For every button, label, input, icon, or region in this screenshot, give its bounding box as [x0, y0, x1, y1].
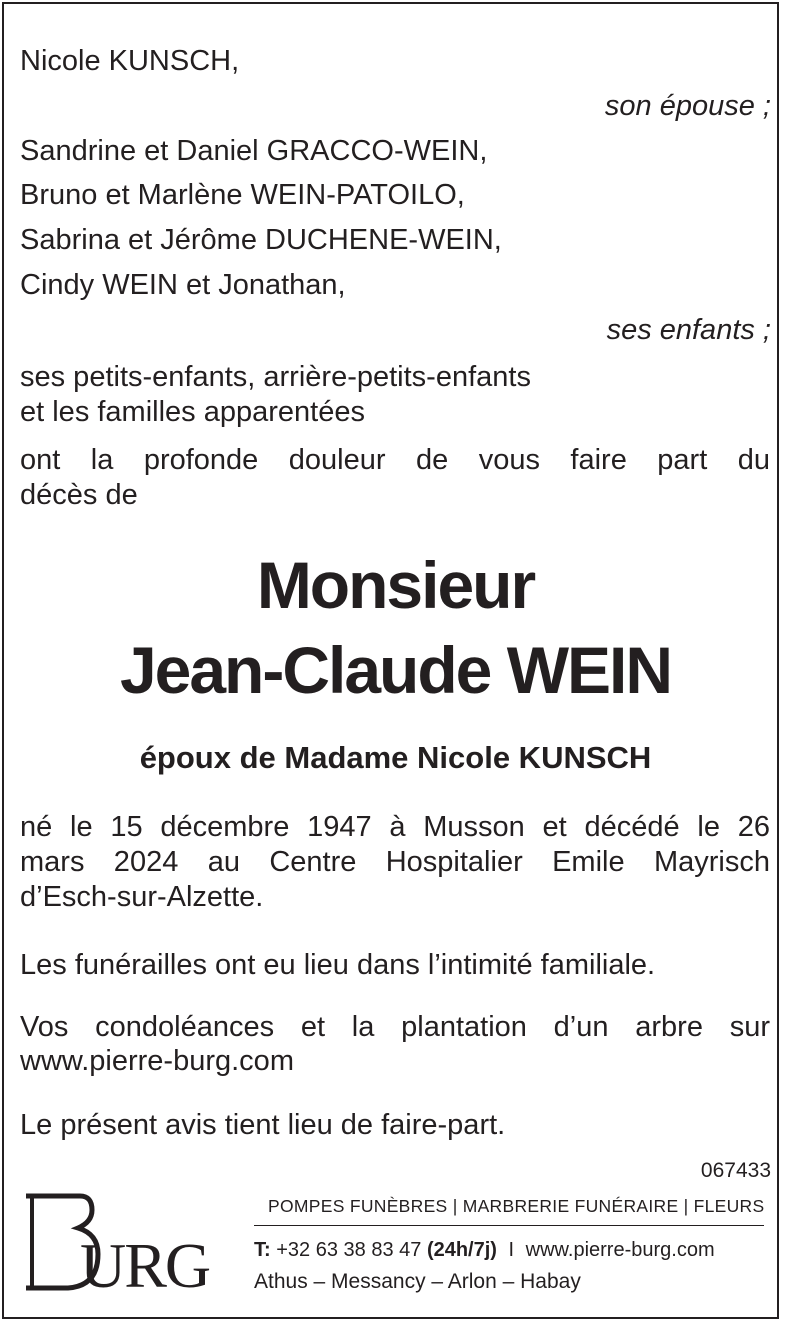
phone-number[interactable]: +32 63 38 83 47	[276, 1239, 422, 1261]
relatives-line-1: ses petits-enfants, arrière-petits-enfants	[20, 361, 531, 393]
child-line-2: Bruno et Marlène WEIN-PATOILO,	[20, 179, 465, 211]
birth-death-line-3: d’Esch-sur-Alzette.	[20, 881, 264, 913]
reference-number: 067433	[700, 1159, 771, 1182]
funeral-text: Les funérailles ont eu lieu dans l’intimité familiale.	[20, 949, 656, 981]
funeral-home-tagline: POMPES FUNÈBRES | MARBRERIE FUNÉRAIRE | FLEURS	[268, 1196, 765, 1216]
spouse-line: époux de Madame Nicole KUNSCH	[139, 740, 652, 775]
contact-separator: I	[508, 1239, 515, 1261]
children-role: ses enfants ;	[606, 314, 771, 346]
burg-logo	[22, 1188, 222, 1298]
contact-line	[254, 1237, 715, 1263]
birth-death-line-1: né le 15 décembre 1947 à Musson et décédé le 26	[20, 811, 770, 843]
divider	[254, 1225, 764, 1226]
svg-text:URG: URG	[80, 1230, 210, 1298]
wife-role: son épouse ;	[604, 90, 771, 122]
announcement-line-1: ont la profonde douleur de vous faire part du	[20, 444, 770, 476]
phone-hours: (24h/7j)	[426, 1239, 497, 1261]
child-line-4: Cindy WEIN et Jonathan,	[20, 269, 346, 301]
website-link[interactable]: www.pierre-burg.com	[20, 1045, 294, 1077]
child-line-3: Sabrina et Jérôme DUCHENE-WEIN,	[20, 224, 502, 256]
funeral-home-website[interactable]: www.pierre-burg.com	[525, 1239, 715, 1261]
deceased-title: Monsieur	[256, 548, 535, 622]
relatives-line-2: et les familles apparentées	[20, 396, 365, 428]
notice-text: Le présent avis tient lieu de faire-part.	[20, 1109, 506, 1141]
birth-death-line-2: mars 2024 au Centre Hospitalier Emile Mayrisch	[20, 846, 770, 878]
condolences-line-1: Vos condoléances et la plantation d’un arbre sur	[20, 1011, 770, 1043]
wife-name: Nicole KUNSCH,	[20, 45, 240, 77]
announcement-line-2: décès de	[20, 479, 138, 511]
phone-label: T:	[254, 1239, 271, 1261]
child-line-1: Sandrine et Daniel GRACCO-WEIN,	[20, 135, 488, 167]
funeral-home-towns: Athus – Messancy – Arlon – Habay	[254, 1270, 581, 1293]
deceased-name: Jean-Claude WEIN	[119, 633, 672, 707]
